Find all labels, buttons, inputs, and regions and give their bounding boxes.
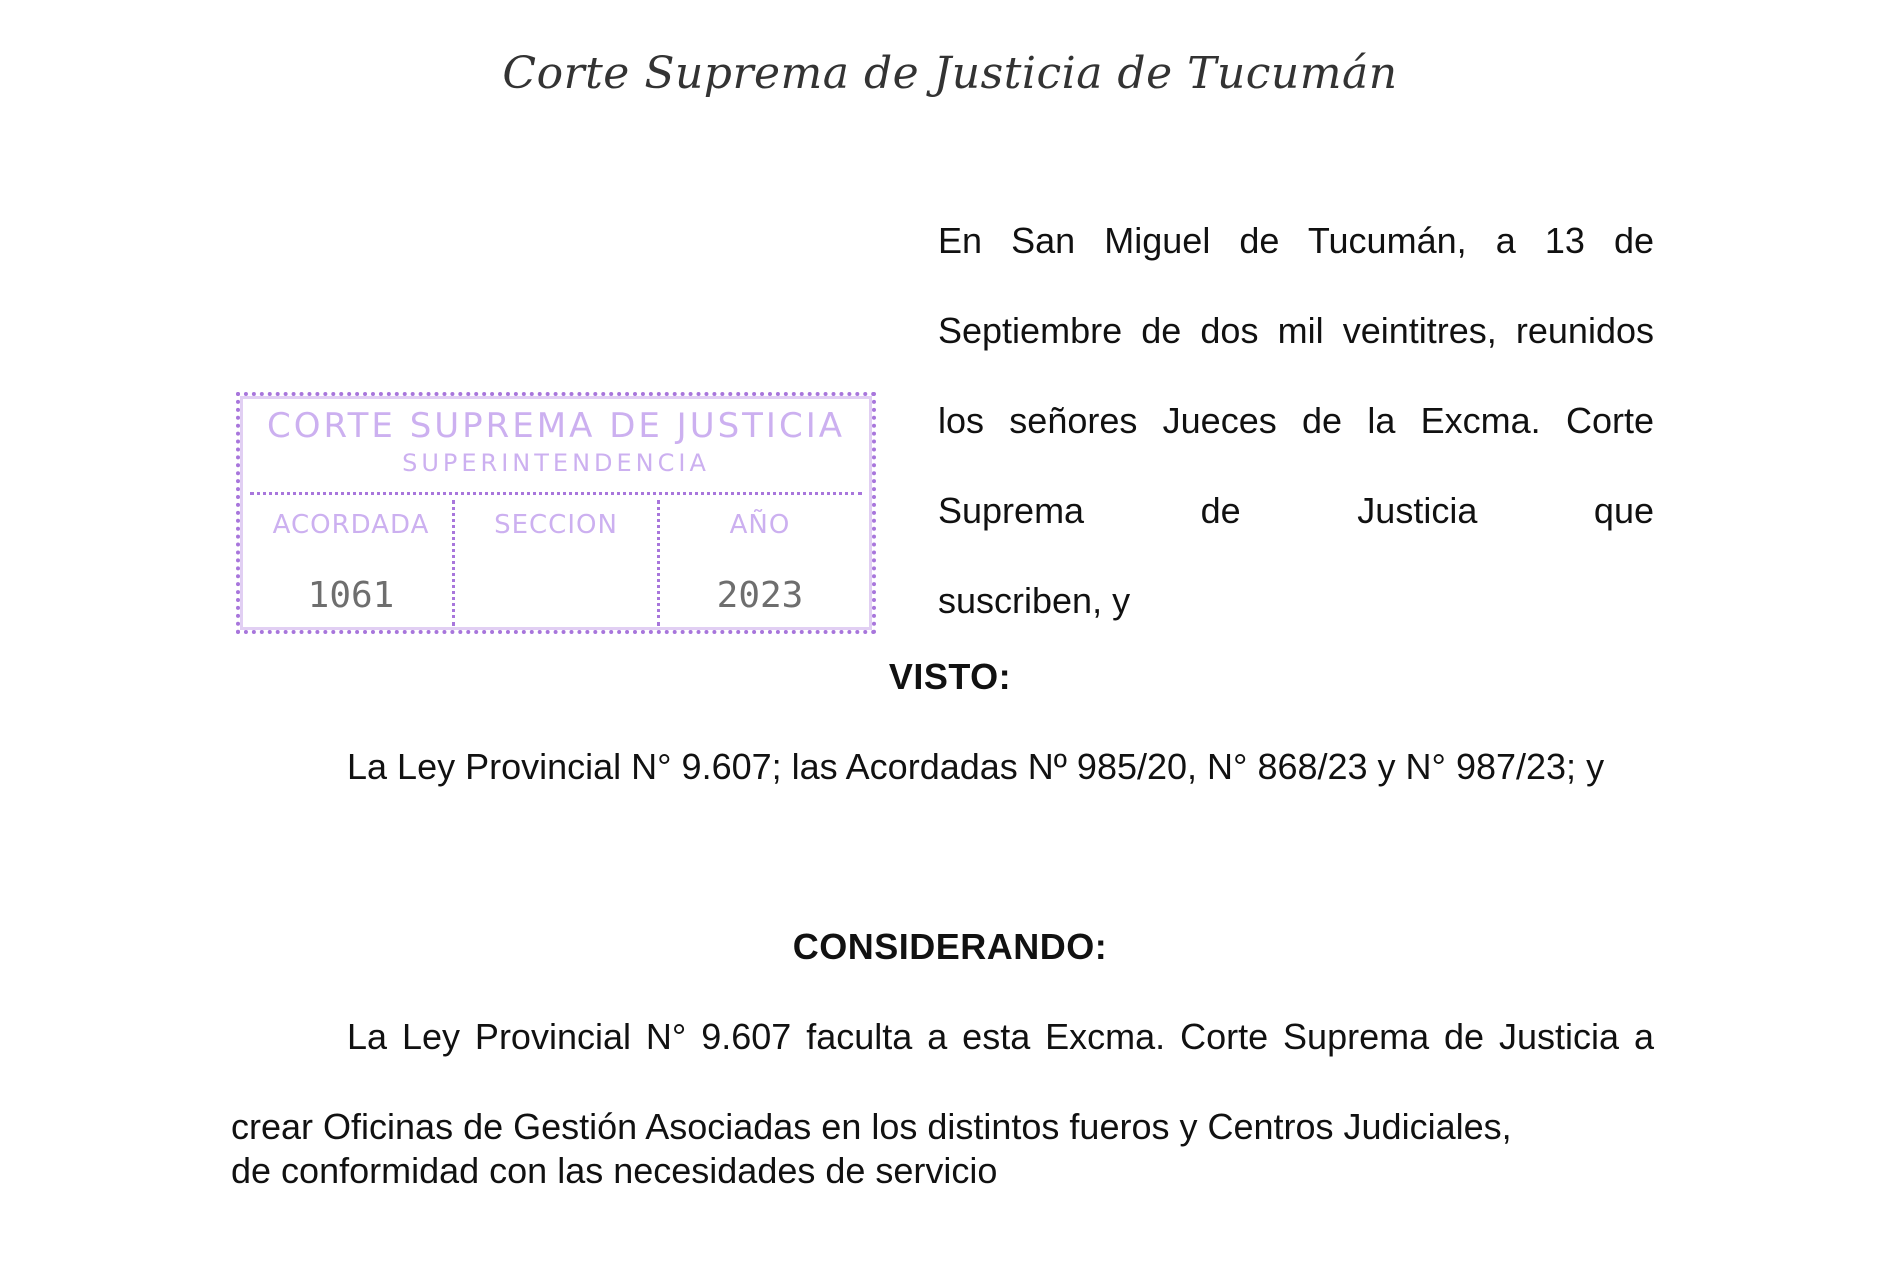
stamp-header	[250, 404, 862, 495]
stamp-cell-acordada	[250, 500, 455, 626]
opening-text: En San Miguel de Tucumán, a 13 de Septiembre de dos mil veintitres, reunidos los señores Jueces de la Excma. Corte Suprema de Justicia que	[938, 220, 1654, 531]
considerando-cut-text: de conformidad con las necesidades de servicio	[231, 1150, 998, 1191]
stamp-label-seccion: SECCION	[494, 510, 618, 540]
stamp-cell-seccion	[455, 500, 660, 626]
visto-body: La Ley Provincial N° 9.607; las Acordadas Nº 985/20, N° 868/23 y N° 987/23; y	[347, 746, 1605, 787]
considerando-cut-line	[231, 1150, 1654, 1200]
stamp-value-anio: 2023	[716, 575, 804, 616]
stamp-label-anio: AÑO	[729, 510, 791, 540]
acordada-stamp	[236, 392, 876, 634]
letterhead-title: Corte Suprema de Justicia de Tucumán	[502, 48, 1398, 99]
stamp-value-acordada: 1061	[307, 575, 395, 616]
considerando-heading: CONSIDERANDO:	[792, 926, 1108, 967]
visto-heading: VISTO:	[888, 656, 1012, 697]
stamp-label-acordada: ACORDADA	[272, 510, 430, 540]
stamp-cell-anio	[660, 500, 860, 626]
stamp-header-line2: SUPERINTENDENCIA	[402, 449, 710, 477]
stamp-header-line1: CORTE SUPREMA DE JUSTICIA	[267, 406, 845, 446]
opening-last-line: suscriben, y	[938, 580, 1131, 621]
opening-paragraph	[938, 196, 1654, 646]
considerando-body: La Ley Provincial N° 9.607 faculta a esta Excma. Corte Suprema de Justicia a crear Oficinas de Gestión Asociadas en los distintos fueros y Centros Judiciales,	[231, 1016, 1654, 1147]
